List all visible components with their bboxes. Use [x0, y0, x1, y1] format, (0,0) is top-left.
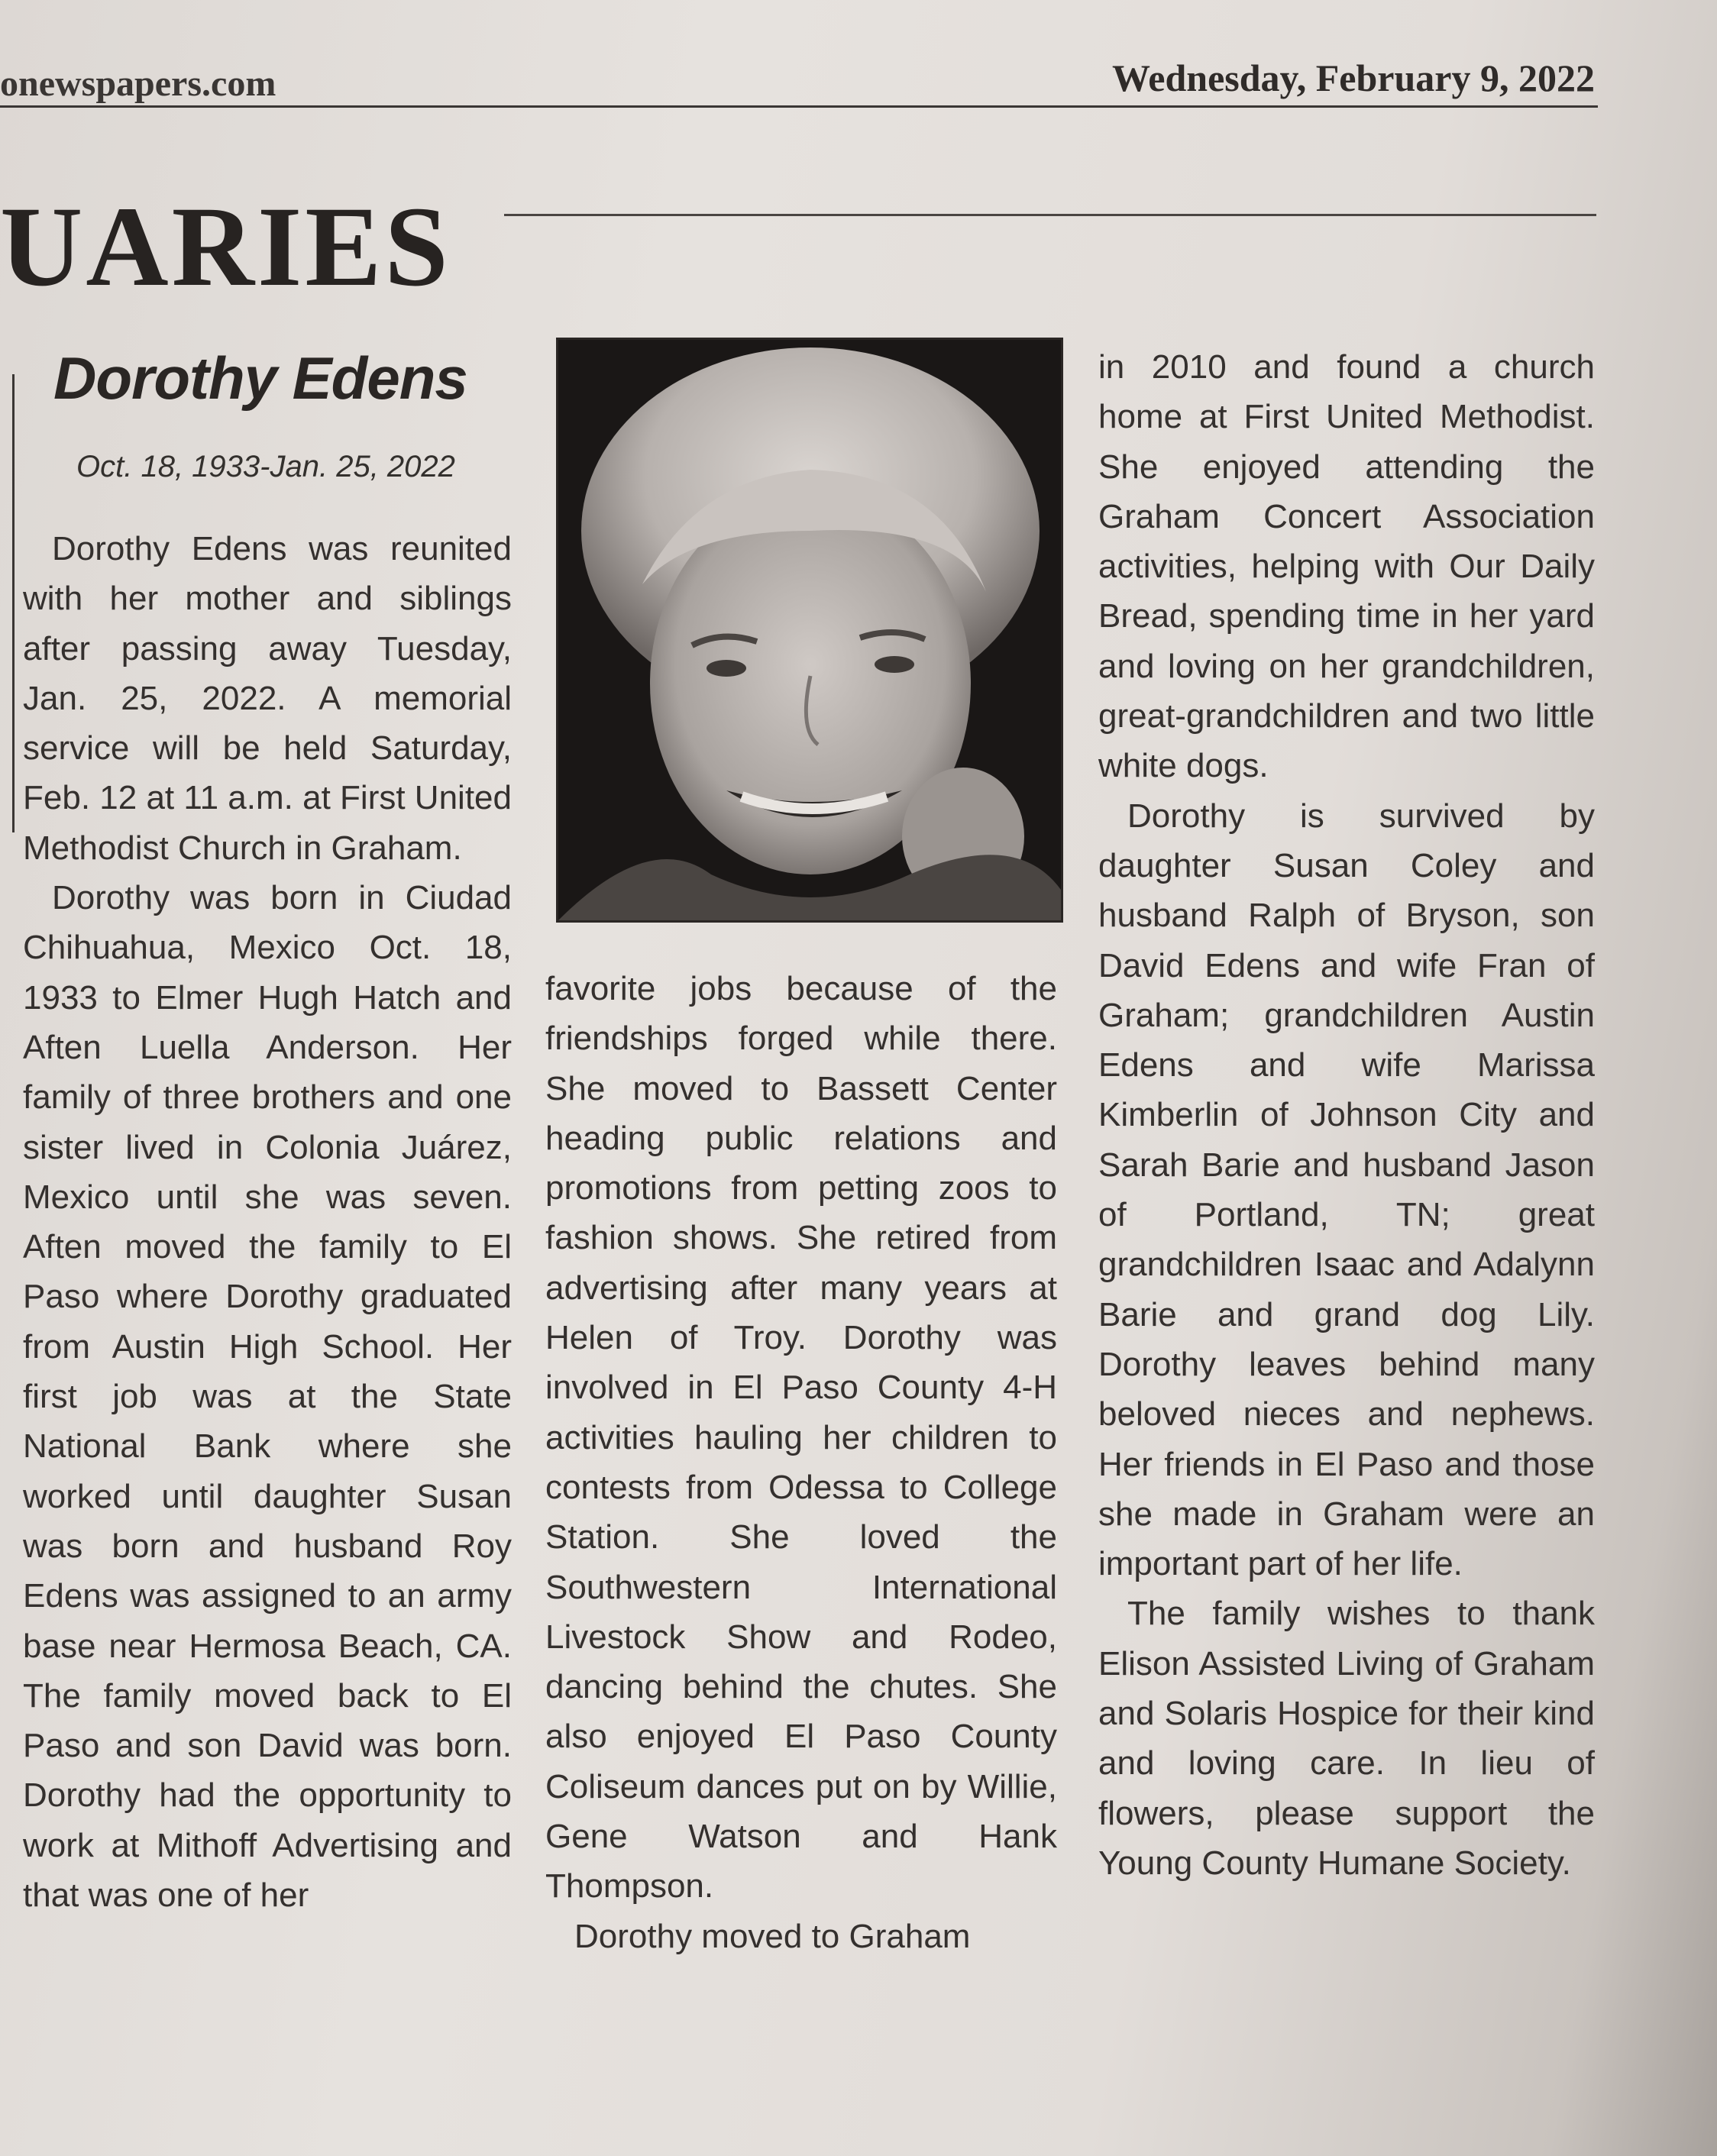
obituary-name: Dorothy Edens: [53, 344, 467, 412]
article-column-3: [1098, 342, 1595, 2076]
paragraph: Dorothy was born in Ciudad Chihuahua, Mexico Oct. 18, 1933 to Elmer Hugh Hatch and Aften Luella Anderson. Her family of three brothers and one sister lived in Colonia Juárez, Mexico until she was seven. Aften moved the family to El Paso where Dorothy graduated from Austin High School. Her first job was at the State National Bank where she worked until daughter Susan was born and husband Roy Edens was assigned to an army base near Hermosa Beach, CA. The family moved back to El Paso and son David was born. Dorothy had the opportunity to work at Mithoff Advertising and that was one of her: [23, 879, 512, 1915]
header-rule: [0, 105, 1598, 108]
header-site: onewspapers.com: [0, 63, 276, 104]
column-divider: [12, 374, 15, 832]
header-date: Wednesday, February 9, 2022: [1112, 57, 1595, 99]
paragraph: Dorothy is survived by daughter Susan Coley and husband Ralph of Bryson, son David Edens and wife Fran of Graham; grandchildren Austin Edens and wife Marissa Kimberlin of Johnson City and Sarah Barie and husband Jason of Portland, TN; great grandchildren Isaac and Adalynn Barie and grand dog Lily. Dorothy leaves behind many beloved nieces and nephews. Her friends in El Paso and those she made in Graham were an important part of her life.: [1098, 797, 1595, 1583]
article-column-2: [545, 964, 1057, 2064]
paragraph: in 2010 and found a church home at First United Methodist. She enjoyed attending the Graham Concert Association activities, helping with Our Daily Bread, spending time in her yard and loving on her grandchildren, great-grandchildren and two little white dogs.: [1098, 348, 1595, 785]
paragraph: Dorothy moved to Graham: [574, 1917, 971, 1955]
paragraph: Dorothy Edens was reunited with her mother and siblings after passing away Tuesday, Jan. 25, 2022. A memorial service will be held Saturday, Feb. 12 at 11 a.m. at First United Methodist Church in Graham.: [23, 530, 512, 867]
section-rule: [504, 214, 1596, 216]
paragraph: The family wishes to thank Elison Assisted Living of Graham and Solaris Hospice for their kind and loving care. In lieu of flowers, please support the Young County Humane Society.: [1098, 1595, 1595, 1882]
section-title: UARIES: [0, 183, 451, 310]
portrait-photo: [556, 338, 1063, 923]
paragraph: favorite jobs because of the friendships forged while there. She moved to Bassett Center heading public relations and promotions from petting zoos to fashion shows. She retired from advertising after many years at Helen of Troy. Dorothy was involved in El Paso County 4-H activities hauling her children to contests from Odessa to College Station. She loved the Southwestern International Livestock Show and Rodeo, dancing behind the chutes. She also enjoyed El Paso County Coliseum dances put on by Willie, Gene Watson and Hank Thompson.: [545, 970, 1057, 1905]
obituary-dates: Oct. 18, 1933-Jan. 25, 2022: [76, 450, 455, 483]
portrait-illustration: [558, 340, 1061, 920]
article-column-1: [23, 524, 512, 2090]
